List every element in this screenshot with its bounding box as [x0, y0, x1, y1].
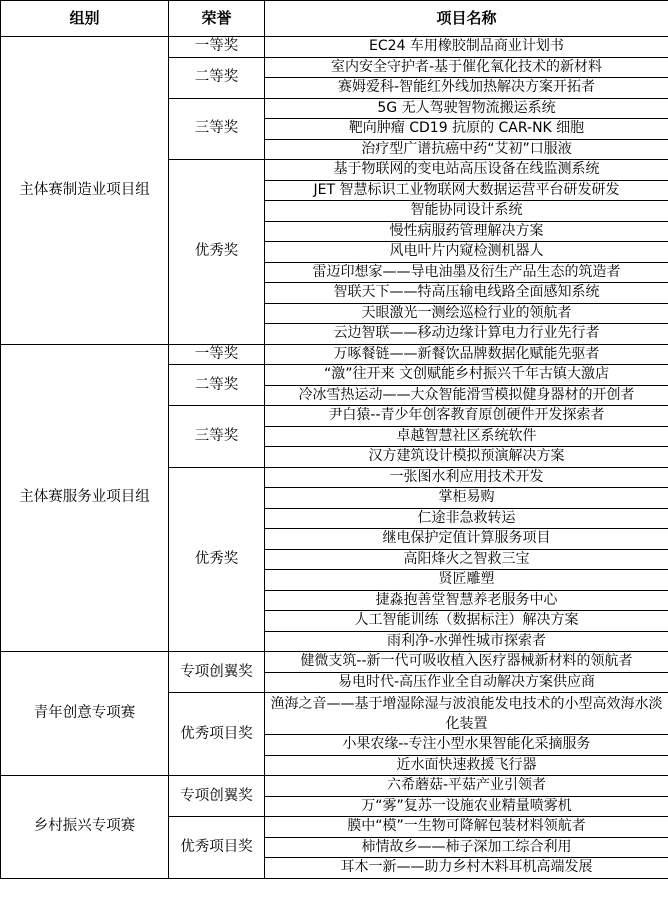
project-cell: 卓越智慧社区系统软件	[265, 426, 668, 447]
project-cell: 万“雾”复苏一设施农业精量喷雾机	[265, 796, 668, 817]
project-cell: 健微支筑--新一代可吸收植入医疗器械新材料的领航者	[265, 652, 668, 673]
project-cell: 智联天下——特高压输电线路全面感知系统	[265, 283, 668, 304]
project-cell: 掌柜易购	[265, 488, 668, 509]
awards-body	[1, 37, 668, 879]
honor-cell: 二等奖	[169, 57, 265, 98]
project-cell: 雨利净-水弹性城市探索者	[265, 631, 668, 652]
project-cell: 人工智能训练（数据标注）解决方案	[265, 611, 668, 632]
group-cell: 乡村振兴专项赛	[1, 776, 169, 879]
honor-cell: 三等奖	[169, 406, 265, 468]
project-cell: 汉方建筑设计模拟预演解决方案	[265, 447, 668, 468]
project-cell: 赛姆爱科-智能红外线加热解决方案开拓者	[265, 78, 668, 99]
project-cell: 继电保护定值计算服务项目	[265, 529, 668, 550]
project-cell: EC24 车用橡胶制品商业计划书	[265, 37, 668, 58]
table-row	[1, 344, 668, 365]
project-cell: 天眼激光一测绘巡检行业的领航者	[265, 303, 668, 324]
project-cell: 一张图水利应用技术开发	[265, 467, 668, 488]
group-cell: 主体赛服务业项目组	[1, 344, 169, 652]
header-honor: 荣誉	[169, 1, 265, 37]
project-cell: 智能协同设计系统	[265, 201, 668, 222]
project-cell: 风电叶片内窥检测机器人	[265, 242, 668, 263]
project-cell: 捷淼抱善堂智慧养老服务中心	[265, 590, 668, 611]
table-row	[1, 652, 668, 673]
project-cell: 仁途非急救转运	[265, 508, 668, 529]
honor-cell: 优秀项目奖	[169, 693, 265, 776]
honor-cell: 二等奖	[169, 365, 265, 406]
project-cell: 近水面快速救援飞行器	[265, 755, 668, 776]
honor-cell: 一等奖	[169, 37, 265, 58]
project-cell: 室内安全守护者-基于催化氧化技术的新材料	[265, 57, 668, 78]
header-project: 项目名称	[265, 1, 668, 37]
project-cell: 基于物联网的变电站高压设备在线监测系统	[265, 160, 668, 181]
project-cell: 治疗型广谱抗癌中药“艾初”口服液	[265, 139, 668, 160]
project-cell: 靶向肿瘤 CD19 抗原的 CAR-NK 细胞	[265, 119, 668, 140]
header-row	[1, 1, 668, 37]
project-cell: 渔海之音——基于增湿除湿与波浪能发电技术的小型高效海水淡化装置	[265, 693, 668, 735]
honor-cell: 优秀项目奖	[169, 817, 265, 879]
project-cell: 贤匠雕塑	[265, 570, 668, 591]
project-cell: “激”往开来 文创赋能乡村振兴千年古镇大激店	[265, 365, 668, 386]
group-cell: 主体赛制造业项目组	[1, 37, 169, 345]
honor-cell: 专项创翼奖	[169, 652, 265, 693]
project-cell: JET 智慧标识工业物联网大数据运营平台研发研发	[265, 180, 668, 201]
honor-cell: 优秀奖	[169, 467, 265, 652]
project-cell: 雷迈印想家——导电油墨及衍生产品生态的筑造者	[265, 262, 668, 283]
project-cell: 膜中“模”一生物可降解包装材料领航者	[265, 817, 668, 838]
project-cell: 5G 无人驾驶智物流搬运系统	[265, 98, 668, 119]
project-cell: 万啄餐链——新餐饮品牌数据化赋能先驱者	[265, 344, 668, 365]
honor-cell: 专项创翼奖	[169, 776, 265, 817]
project-cell: 柿情故乡——柿子深加工综合利用	[265, 837, 668, 858]
project-cell: 易电时代-高压作业全自动解决方案供应商	[265, 672, 668, 693]
project-cell: 耳木一新——助力乡村木料耳机高端发展	[265, 858, 668, 879]
honor-cell: 优秀奖	[169, 160, 265, 345]
group-cell: 青年创意专项赛	[1, 652, 169, 776]
table-row	[1, 776, 668, 797]
project-cell: 小果农缘--专注小型水果智能化采摘服务	[265, 735, 668, 756]
honor-cell: 三等奖	[169, 98, 265, 160]
project-cell: 尹白猿--青少年创客教育原创硬件开发探索者	[265, 406, 668, 427]
project-cell: 高阳烽火之智救三宝	[265, 549, 668, 570]
project-cell: 冷冰雪热运动——大众智能滑雪模拟健身器材的开创者	[265, 385, 668, 406]
header-group: 组别	[1, 1, 169, 37]
project-cell: 六希蘑菇-平菇产业引领者	[265, 776, 668, 797]
project-cell: 云边智联——移动边缘计算电力行业先行者	[265, 324, 668, 345]
project-cell: 慢性病服药管理解决方案	[265, 221, 668, 242]
table-row	[1, 37, 668, 58]
honor-cell: 一等奖	[169, 344, 265, 365]
